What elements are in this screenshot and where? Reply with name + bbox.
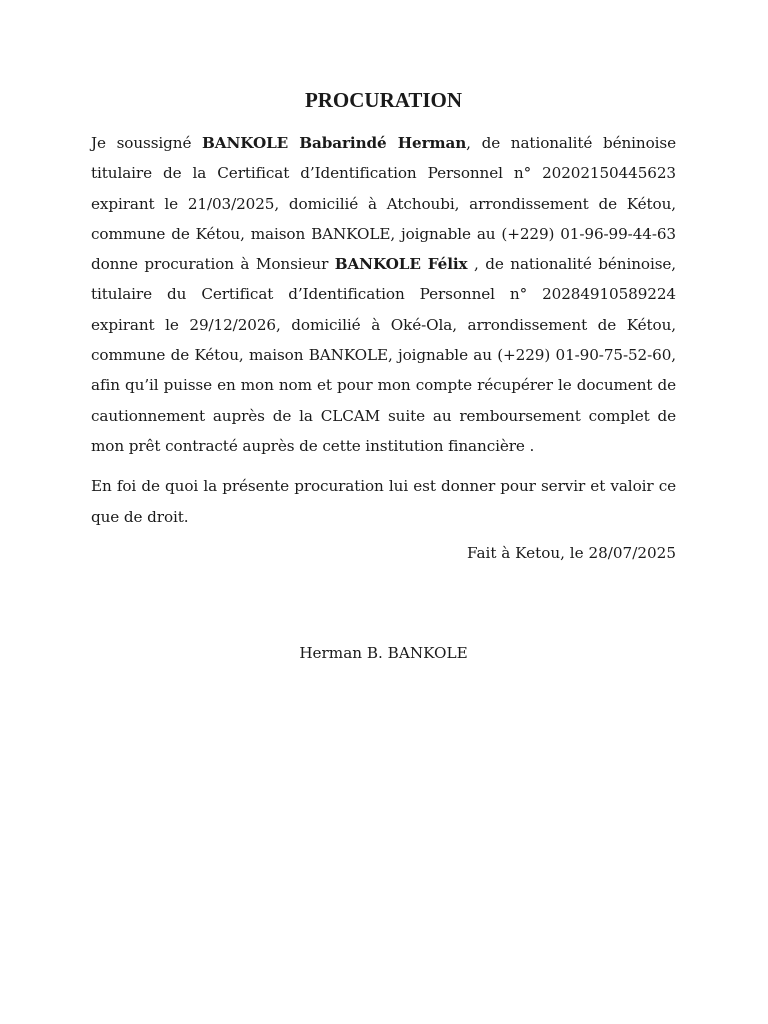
- place-date: Fait à Ketou, le 28/07/2025: [466, 543, 676, 562]
- closing-paragraph: En foi de quoi la présente procuration lui est donner pour servir et valoir ce que de droit.: [91, 477, 676, 526]
- paragraph-text-1: Je soussigné: [91, 134, 203, 152]
- grantor-name: BANKOLE Babarindé Herman: [202, 134, 467, 152]
- proxy-name: BANKOLE Félix: [334, 255, 468, 274]
- main-paragraph: [91, 128, 676, 461]
- signature-name: Herman B. BANKOLE: [299, 643, 468, 662]
- paragraph-text-2: , de nationalité béninoise titulaire de la Certificat d’Identification Personnel n° 20202150445623 expirant le 21/03/2025, domicilié à Atchoubi, arrondissement de Kétou, commune de Kétou, maison BANKOLE, joignable au (+229) 01-96-99-44-63 donne procuration à Monsieur: [91, 134, 676, 274]
- document-title: PROCURATION: [304, 88, 463, 112]
- document-page: [91, 86, 676, 668]
- paragraph-text-3: , de nationalité béninoise, titulaire du Certificat d’Identification Personnel n° 20284910589224 expirant le 29/12/2026, domicilié à Oké-Ola, arrondissement de Kétou, commune de Kétou, maison BANKOLE, joignable au (+229) 01-90-75-52-60, afin qu’il puisse en mon nom et pour mon compte récupérer le document de cautionnement auprès de la CLCAM suite au remboursement complet de mon prêt contracté auprès de cette institution financière .: [91, 255, 677, 455]
